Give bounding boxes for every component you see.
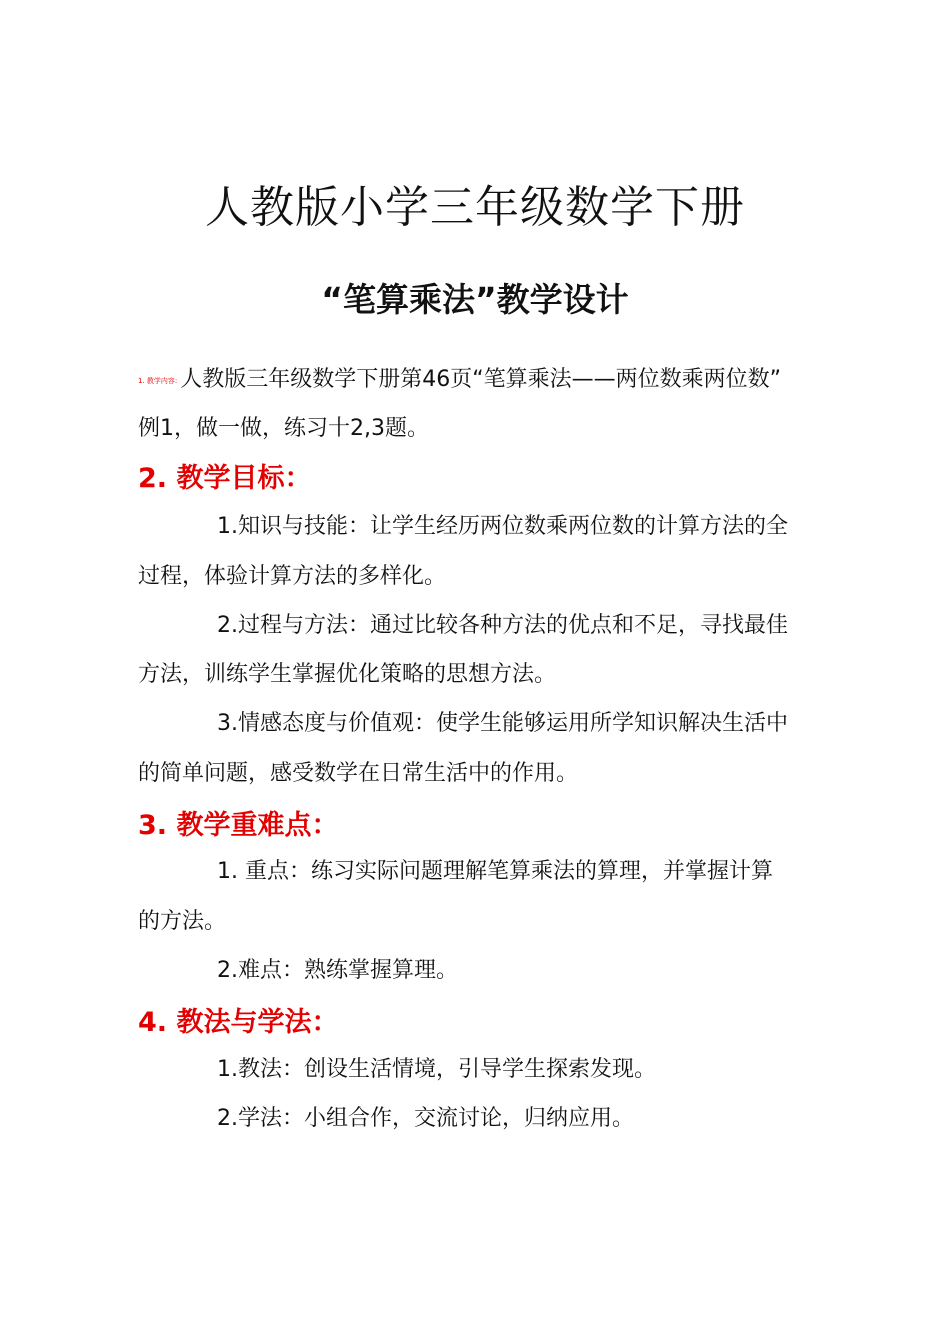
section2-item1-line2: 过程，体验计算方法的多样化。 — [138, 564, 447, 589]
section1-tiny-label: 1. 教学内容: — [138, 377, 178, 385]
section3-heading: 3. 教学重难点： — [138, 810, 339, 841]
section3-item1-line2: 的方法。 — [138, 909, 227, 934]
section3-item2-line1: 2.难点：熟练掌握算理。 — [217, 958, 458, 983]
section2-item3-line1: 3.情感态度与价值观：使学生能够运用所学知识解决生活中 — [217, 711, 788, 736]
section2-item2-line2: 方法，训练学生掌握优化策略的思想方法。 — [138, 662, 557, 687]
section2-item2-line1: 2.过程与方法：通过比较各种方法的优点和不足，寻找最佳 — [217, 613, 788, 638]
document-subtitle: “笔算乘法”教学设计 — [321, 280, 629, 319]
document-title: 人教版小学三年级数学下册 — [205, 182, 745, 233]
section4-item2-line1: 2.学法：小组合作，交流讨论，归纳应用。 — [217, 1106, 634, 1131]
section1-line1-text: 人教版三年级数学下册第46页“笔算乘法——两位数乘两位数” — [180, 367, 782, 392]
section2-heading: 2. 教学目标： — [138, 463, 312, 494]
section1-line2: 例1，做一做，练习十2,3题。 — [138, 416, 429, 441]
section2-item1-line1: 1.知识与技能：让学生经历两位数乘两位数的计算方法的全 — [217, 514, 788, 539]
section1-line1 — [138, 364, 781, 397]
section4-heading: 4. 教法与学法： — [138, 1007, 339, 1038]
section2-item3-line2: 的简单问题，感受数学在日常生活中的作用。 — [138, 761, 579, 786]
section4-item1-line1: 1.教法：创设生活情境，引导学生探索发现。 — [217, 1057, 656, 1082]
section3-item1-line1: 1. 重点：练习实际问题理解笔算乘法的算理，并掌握计算 — [217, 859, 773, 884]
